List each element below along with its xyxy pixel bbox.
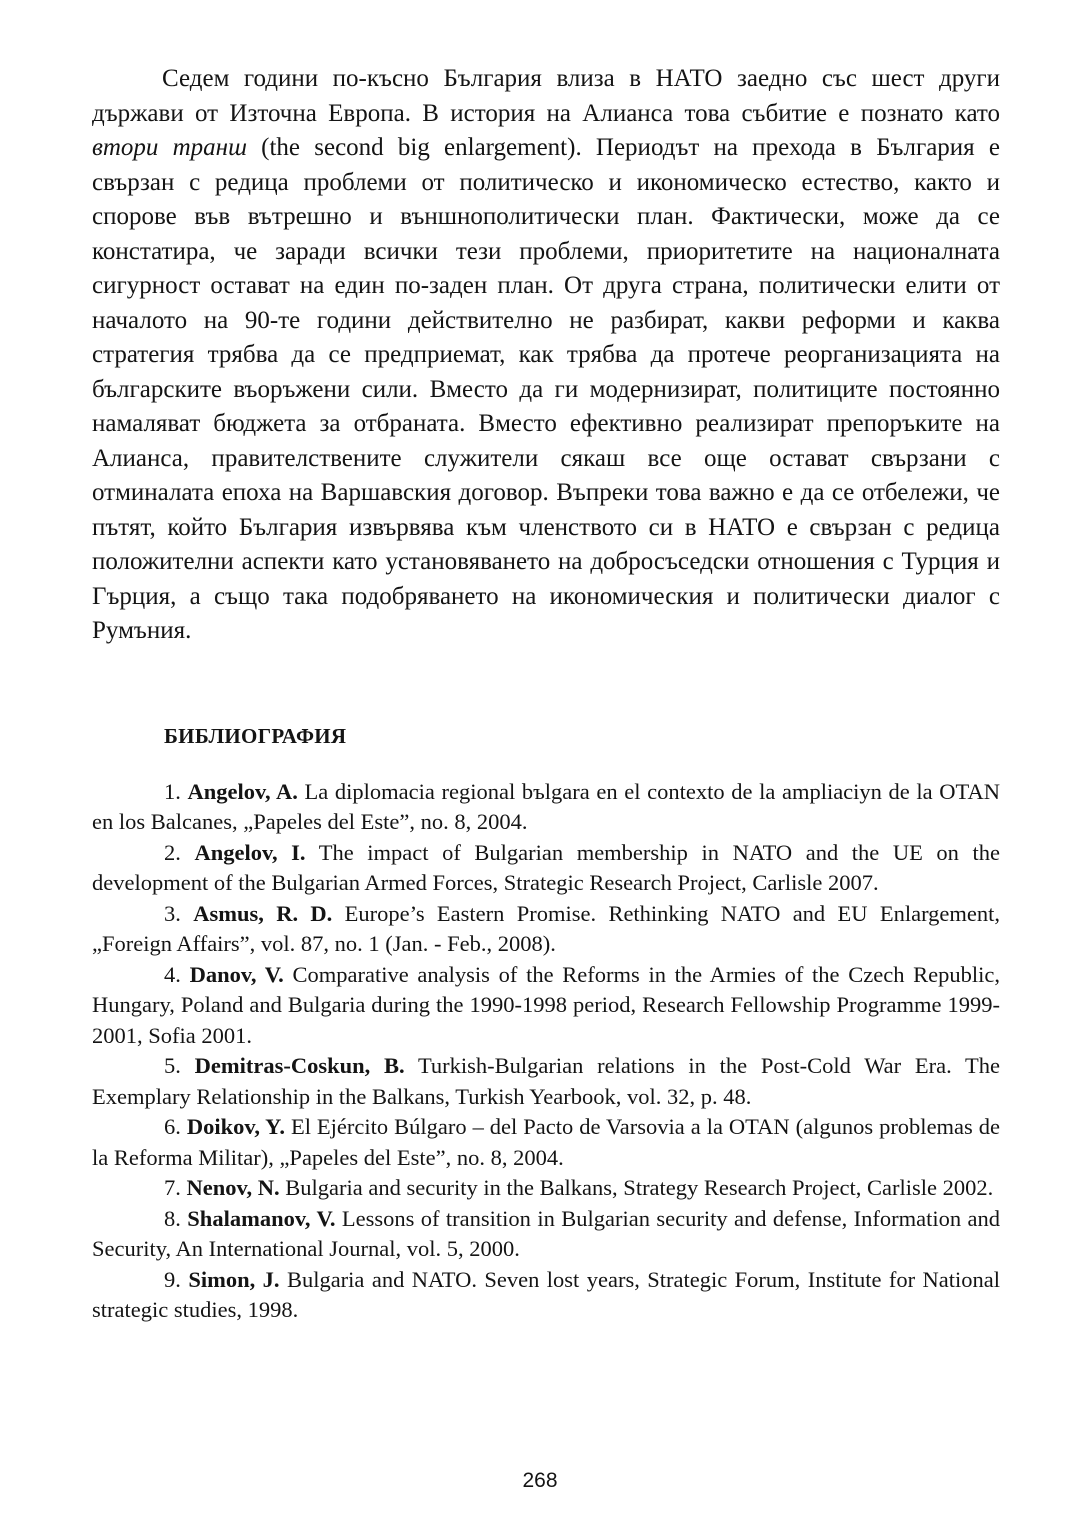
item-author: Asmus, R. D. [193,900,333,926]
item-author: Shalamanov, V. [187,1205,336,1231]
item-author: Demitras-Coskun, B. [194,1053,405,1078]
item-author: Angelov, I. [194,839,306,865]
item-text: Turkish-Bulgarian relations in the Post-Cold War Era. The Exemplary Relationship in the Balkans, Turkish Yearbook, vol. 32, p. 48. [92,1053,1001,1109]
body-paragraph [92,62,1000,649]
item-number: 5. [164,1053,195,1078]
item-author: Doikov, Y. [186,1114,285,1139]
item-text: Bulgaria and security in the Balkans, Strategy Research Project, Carlisle 2002. [279,1175,994,1200]
item-text: El Ejército Búlgaro – del Pacto de Varsovia a la OTAN (algunos problemas de la Reforma Militar), „Papeles del Este”, no. 8, 2004. [92,1114,1001,1170]
item-text: Lessons of transition in Bulgarian security and defense, Information and Security, An International Journal, vol. 5, 2000. [92,1205,1000,1261]
paragraph-text-end: (the second big enlargement). Периодът на прехода в България е свързан с редица проблеми от политическо и икономическо естество, както и спорове във вътрешно и външнополитически план. Фактически, може да се констатира, че заради всички тези проблеми, приоритетите на националната сигурност остават на един по-заден план. От друга страна, политически елити от началото на 90-те години действително не разбират, какви реформи и каква стратегия трябва да се предприемат, как трябва да протече реорганизацията на българските въоръжени сили. Вместо да ги модернизират, политиците постоянно намаляват бюджета за отбраната. Вместо ефективно реализират препоръките на Алианса, правителствените служители сякаш все още остават свързани с отминалата епоха на Варшавския договор. Въпреки това важно е да се отбележи, че пътят, който България извървява към членството си в НАТО е свързан с редица положителни аспекти като установяването на добросъседски отношения с Турция и Гърция, а също така подобряването на икономическия и политически диалог с Румъния. [92,134,1000,644]
bibliography-item [92,1051,1000,1112]
paragraph-italic-term: втори транш [92,134,247,161]
bibliography-item [92,960,1000,1052]
item-text: La diplomacia regional bъlgara en el contexto de la ampliaciуn de la OTAN en los Balcanes, „Papeles del Este”, no. 8, 2004. [92,778,1000,834]
bibliography-item [92,1265,1000,1326]
item-number: 9. [164,1266,189,1292]
item-number: 8. [164,1205,188,1231]
bibliography-heading: БИБЛИОГРАФИЯ [164,723,347,748]
page-number: 268 [522,1469,558,1492]
item-number: 1. [164,778,188,804]
item-number: 4. [164,961,190,987]
bibliography-item [92,777,1000,838]
item-text: Bulgaria and NATO. Seven lost years, Strategic Forum, Institute for National strategic studies, 1998. [92,1266,1001,1322]
page-content [92,62,1000,1326]
bibliography-item [92,1204,1000,1265]
item-author: Simon, J. [188,1266,280,1292]
bibliography-item [92,1173,1000,1204]
item-number: 6. [164,1114,187,1139]
item-number: 7. [164,1175,187,1200]
bibliography-item [92,1112,1000,1173]
item-author: Angelov, A. [187,778,298,804]
item-author: Nenov, N. [186,1175,280,1200]
item-author: Danov, V. [189,961,284,987]
bibliography-item [92,899,1000,960]
item-text: Comparative analysis of the Reforms in the Armies of the Czech Republic, Hungary, Poland and Bulgaria during the 1990-1998 period, Research Fellowship Programme 1999-2001, Sofia 2001. [92,961,1001,1048]
item-text: The impact of Bulgarian membership in NATO and the UE on the development of the Bulgarian Armed Forces, Strategic Research Project, Carlisle 2007. [92,839,1000,895]
paragraph-text-start: Седем години по-късно България влиза в НАТО заедно със шест други държави от Източна Европа. В история на Алианса това събитие е познато като [92,65,1000,127]
item-text: Europe’s Eastern Promise. Rethinking NATO and EU Enlargement, „Foreign Affairs”, vol. 87, no. 1 (Jan. - Feb., 2008). [92,900,1001,956]
item-number: 3. [164,900,194,926]
item-number: 2. [164,839,195,865]
bibliography-list [92,777,1000,1326]
bibliography-item [92,838,1000,899]
